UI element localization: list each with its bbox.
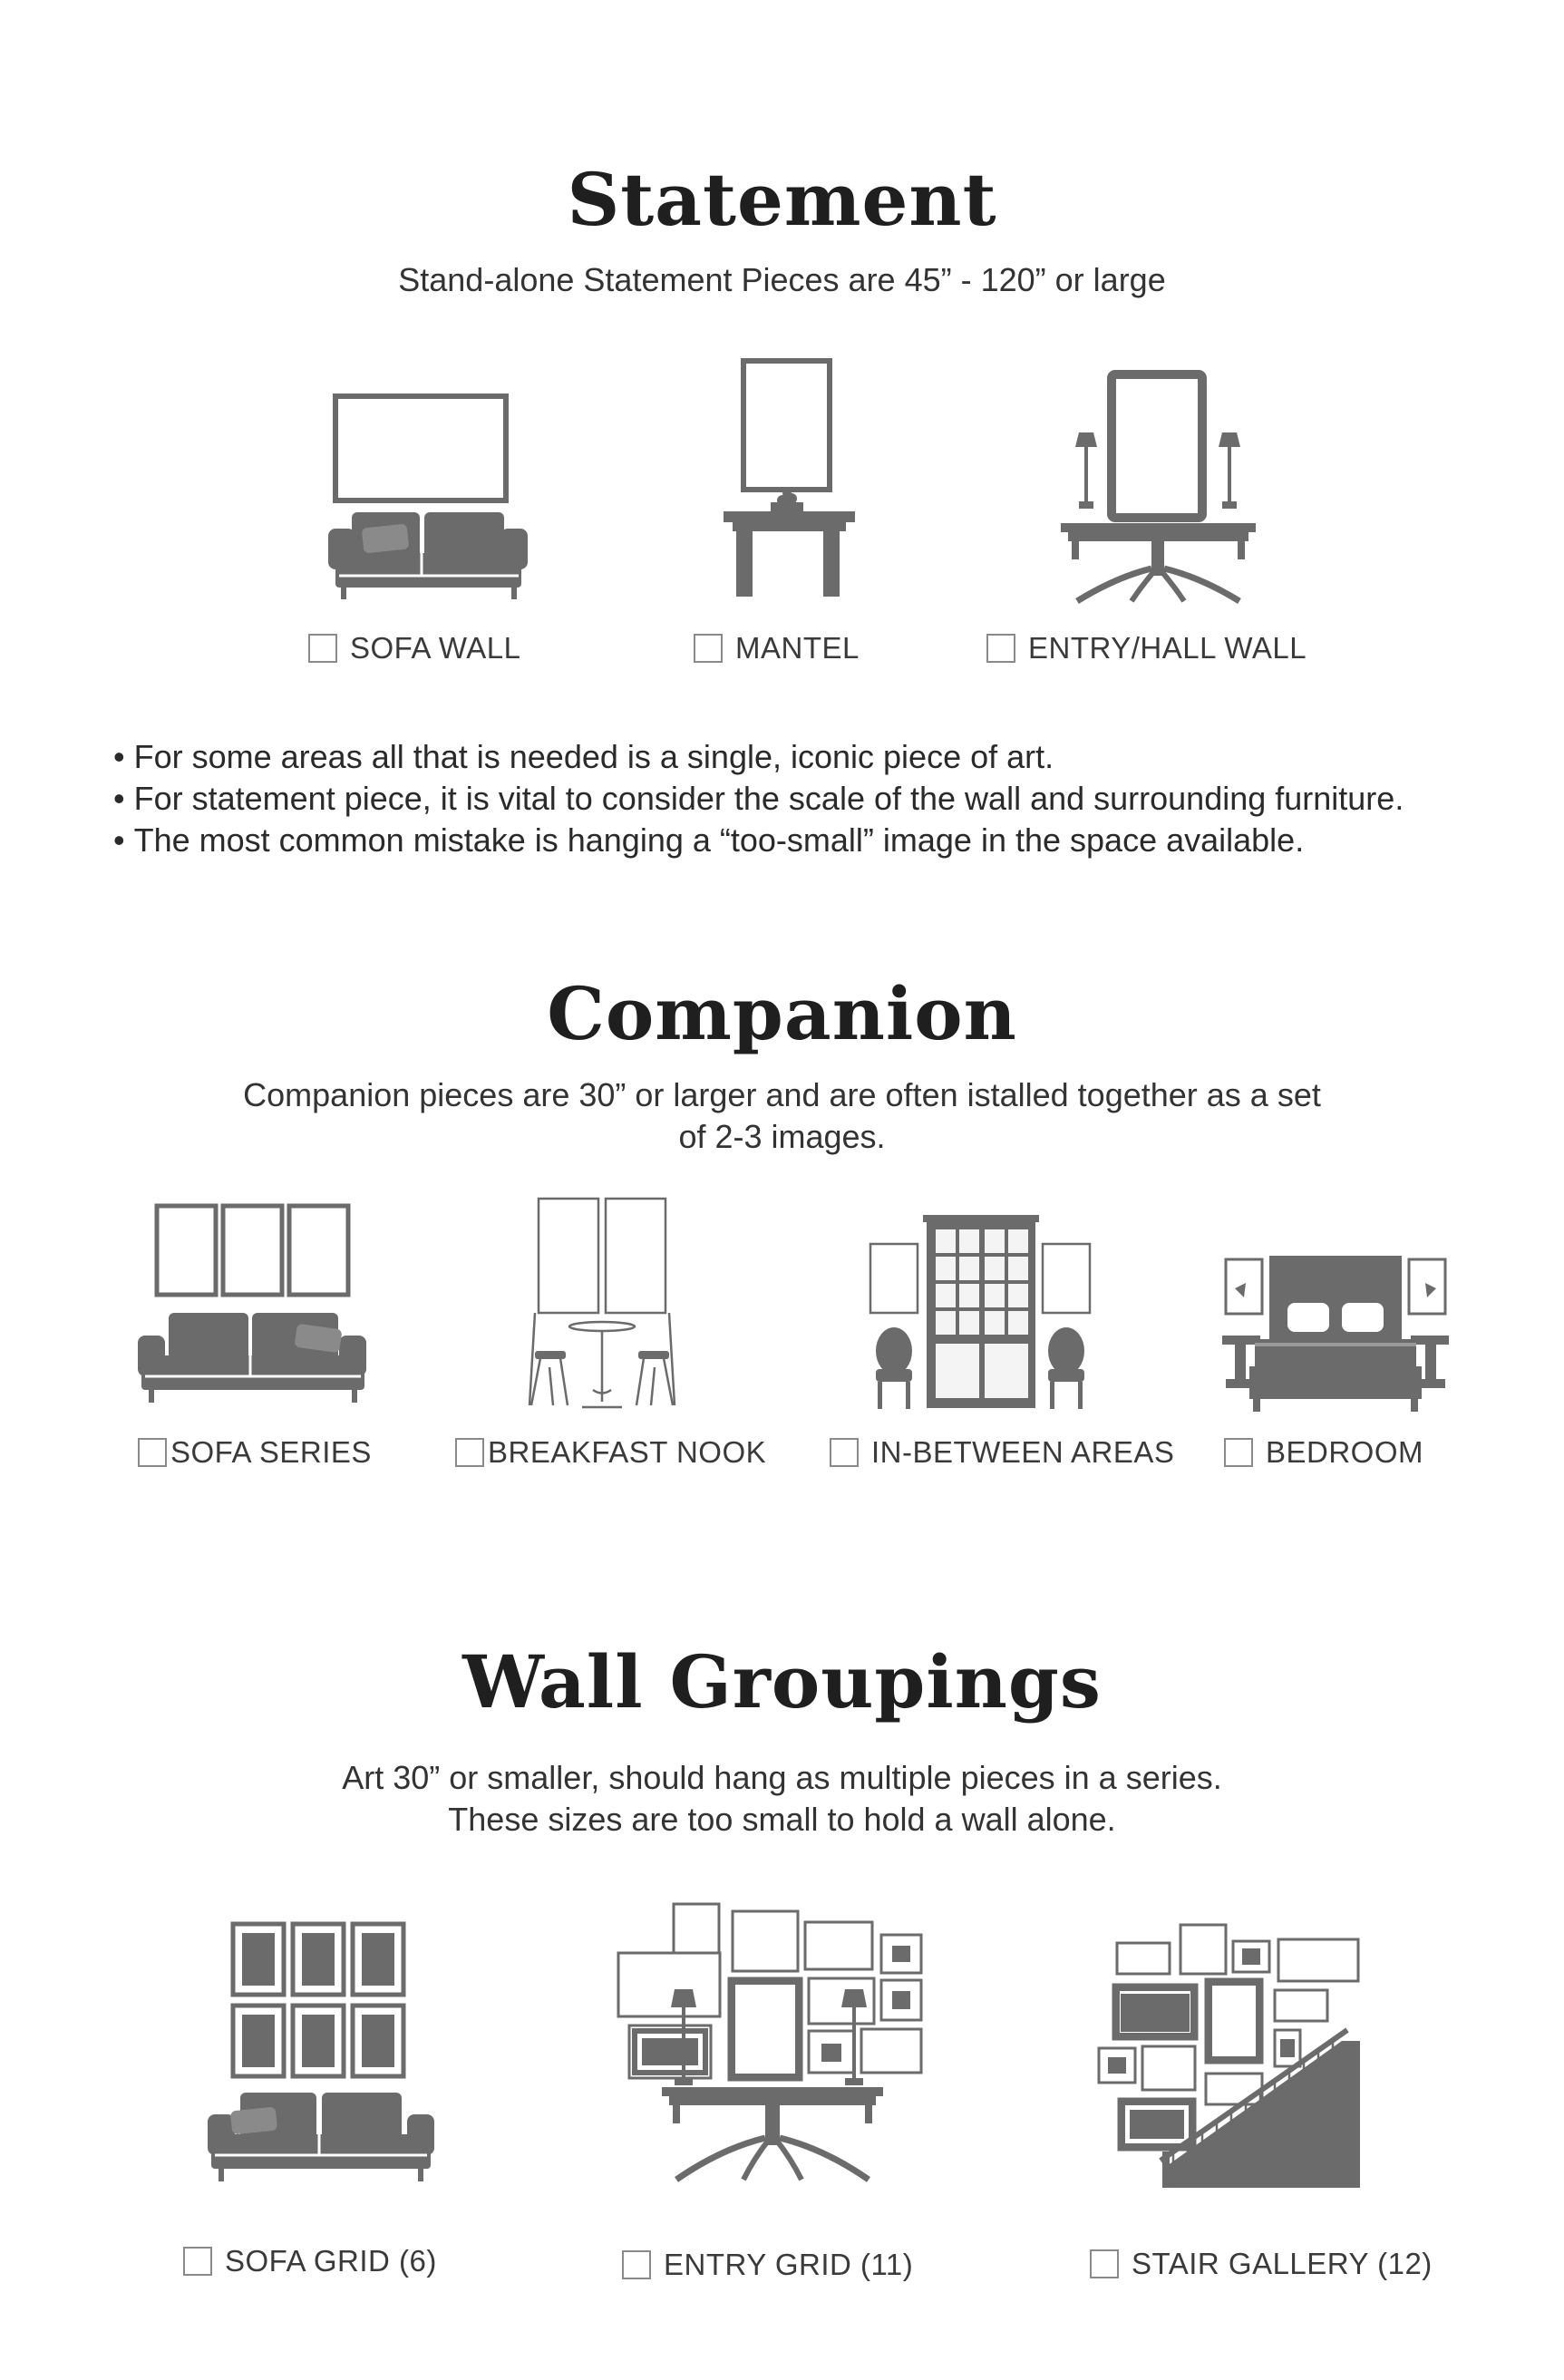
stair-gallery-illustration xyxy=(1097,1918,1360,2190)
companion-subtitle-line2: of 2-3 images. xyxy=(678,1118,886,1155)
sofa-series-label: SOFA SERIES xyxy=(170,1435,372,1469)
option-stair-gallery[interactable] xyxy=(1090,2247,1433,2281)
bullet-item: • For statement piece, it is vital to consider the scale of the wall and surrounding furniture. xyxy=(113,778,1528,820)
option-sofa-grid[interactable] xyxy=(183,2244,437,2278)
bullet-item: • For some areas all that is needed is a single, iconic piece of art. xyxy=(113,736,1528,778)
groupings-title: Wall Groupings xyxy=(462,1639,1102,1724)
companion-title: Companion xyxy=(547,971,1017,1056)
entry-hall-wall-illustration xyxy=(1061,367,1256,607)
sofa-wall-checkbox[interactable] xyxy=(308,634,337,663)
statement-title: Statement xyxy=(567,157,997,242)
sofa-wall-illustration xyxy=(299,385,544,607)
statement-subtitle: Stand-alone Statement Pieces are 45” - 120” or large xyxy=(398,261,1166,298)
entry-hall-wall-checkbox[interactable] xyxy=(986,634,1015,663)
option-entry-grid[interactable] xyxy=(622,2248,913,2282)
groupings-subtitle-line1: Art 30” or smaller, should hang as multiple pieces in a series. xyxy=(342,1759,1222,1796)
in-between-areas-label: IN-BETWEEN AREAS xyxy=(871,1435,1175,1469)
bullet-item: • The most common mistake is hanging a “too-small” image in the space available. xyxy=(113,820,1528,861)
entry-hall-wall-label: ENTRY/HALL WALL xyxy=(1028,631,1307,665)
option-entry-hall-wall[interactable] xyxy=(986,631,1307,665)
sofa-wall-label: SOFA WALL xyxy=(350,631,521,665)
option-sofa-series[interactable] xyxy=(138,1435,372,1470)
entry-grid-label: ENTRY GRID (11) xyxy=(664,2248,914,2281)
entry-grid-checkbox[interactable] xyxy=(622,2250,651,2279)
stair-gallery-checkbox[interactable] xyxy=(1090,2249,1119,2278)
groupings-subtitle-line2: These sizes are too small to hold a wall alone. xyxy=(448,1801,1116,1838)
bedroom-label: BEDROOM xyxy=(1266,1435,1424,1469)
option-sofa-wall[interactable] xyxy=(308,631,521,665)
option-bedroom[interactable] xyxy=(1224,1435,1423,1470)
sofa-series-illustration xyxy=(134,1201,372,1410)
breakfast-nook-illustration xyxy=(519,1195,684,1413)
statement-bullets xyxy=(113,736,1528,861)
mantel-checkbox[interactable] xyxy=(694,634,723,663)
bedroom-checkbox[interactable] xyxy=(1224,1438,1253,1467)
sofa-grid-illustration xyxy=(204,1920,438,2188)
in-between-areas-checkbox[interactable] xyxy=(830,1438,859,1467)
sofa-grid-label: SOFA GRID (6) xyxy=(225,2244,437,2278)
option-in-between-areas[interactable] xyxy=(830,1435,1174,1470)
breakfast-nook-checkbox[interactable] xyxy=(455,1438,484,1467)
option-mantel[interactable] xyxy=(694,631,860,665)
stair-gallery-label: STAIR GALLERY (12) xyxy=(1132,2247,1433,2280)
in-between-areas-illustration xyxy=(869,1215,1092,1413)
sofa-series-checkbox[interactable] xyxy=(138,1438,167,1467)
bedroom-illustration xyxy=(1222,1256,1449,1415)
sofa-grid-checkbox[interactable] xyxy=(183,2247,212,2276)
option-breakfast-nook[interactable] xyxy=(455,1435,766,1470)
entry-grid-illustration xyxy=(617,1902,929,2191)
breakfast-nook-label: BREAKFAST NOOK xyxy=(488,1435,767,1469)
mantel-label: MANTEL xyxy=(735,631,860,665)
mantel-illustration xyxy=(716,355,861,609)
companion-subtitle-line1: Companion pieces are 30” or larger and are often istalled together as a set xyxy=(243,1076,1321,1113)
